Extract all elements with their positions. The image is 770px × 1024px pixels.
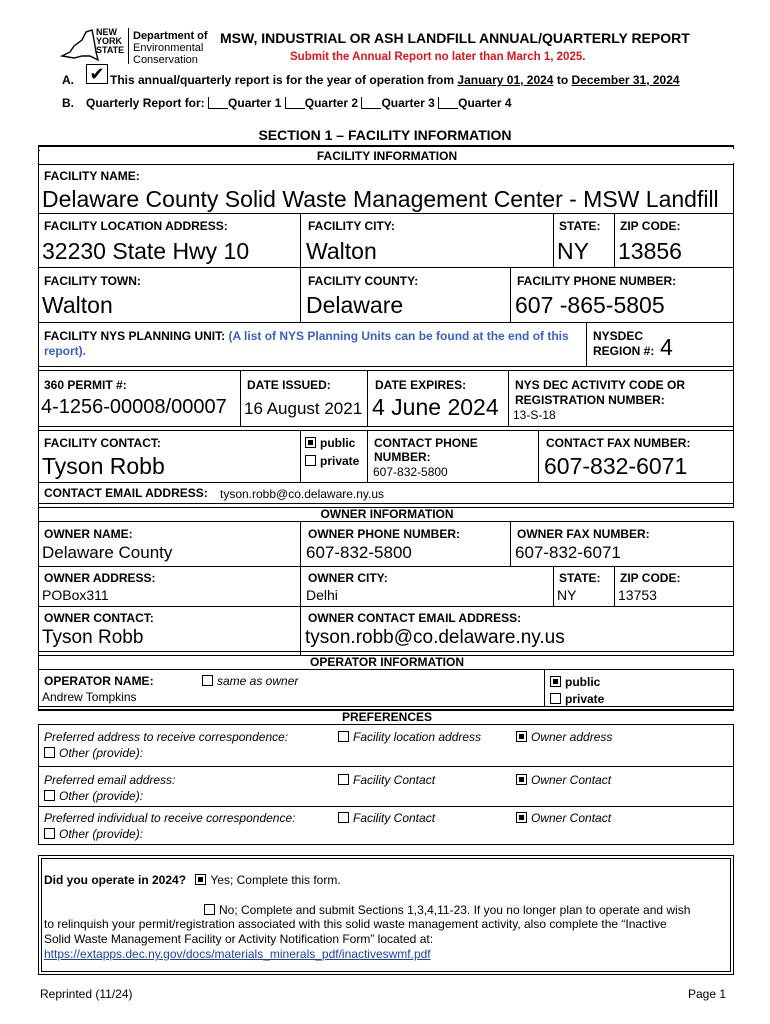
- facility-info-header: FACILITY INFORMATION: [40, 149, 734, 163]
- year-to-word: to: [556, 73, 569, 87]
- operate-yes-label: Yes; Complete this form.: [210, 873, 341, 887]
- pref-email-label: Preferred email address:: [44, 773, 176, 787]
- issued-value[interactable]: 16 August 2021: [244, 399, 363, 418]
- logo-word-york: YORK: [96, 36, 123, 46]
- logo-dept-1: Department of: [133, 30, 208, 42]
- owner-fax-label: OWNER FAX NUMBER:: [517, 527, 650, 541]
- region-value[interactable]: 4: [660, 334, 673, 360]
- operator-name-label: OPERATOR NAME:: [44, 674, 154, 688]
- pref-email-facility-label: Facility Contact: [353, 773, 436, 787]
- operator-private-label: private: [565, 692, 605, 706]
- owner-phone-label: OWNER PHONE NUMBER:: [308, 527, 460, 541]
- expires-value[interactable]: 4 June 2024: [372, 394, 499, 420]
- region-label-2: REGION #:: [593, 344, 655, 358]
- pref-address-label: Preferred address to receive correspondence:: [44, 730, 289, 744]
- pref-individual-label: Preferred individual to receive correspondence:: [44, 811, 296, 825]
- contact-private-checkbox[interactable]: [305, 455, 316, 466]
- operate-no-line-2: to relinquish your permit/registration associated with this solid waste management activity, also complete the “Inactive: [44, 917, 667, 931]
- owner-phone-value[interactable]: 607-832-5800: [306, 543, 412, 562]
- state-label: STATE:: [559, 219, 601, 233]
- owner-address-label: OWNER ADDRESS:: [44, 571, 156, 585]
- state-value[interactable]: NY: [557, 238, 589, 264]
- email-label: CONTACT EMAIL ADDRESS:: [44, 486, 208, 500]
- annual-checkbox[interactable]: ✔: [86, 64, 108, 84]
- state-outline-icon: [60, 26, 100, 66]
- facility-phone-label: FACILITY PHONE NUMBER:: [517, 274, 677, 288]
- contact-phone-label: CONTACT PHONE NUMBER:: [374, 436, 478, 464]
- contact-phone-value[interactable]: 607-832-5800: [373, 465, 448, 479]
- same-as-owner-label: same as owner: [217, 674, 299, 688]
- contact-private-label: private: [320, 454, 360, 468]
- operator-info-header: OPERATOR INFORMATION: [40, 656, 734, 669]
- fax-label: CONTACT FAX NUMBER:: [546, 436, 691, 450]
- county-value[interactable]: Delaware: [306, 292, 404, 318]
- planning-unit-label: FACILITY NYS PLANNING UNIT:: [44, 329, 226, 343]
- operator-name-value[interactable]: Andrew Tompkins: [42, 690, 137, 704]
- owner-state-label: STATE:: [559, 571, 601, 585]
- facility-phone-value[interactable]: 607 -865-5805: [515, 292, 665, 318]
- county-label: FACILITY COUNTY:: [308, 274, 419, 288]
- pref-individual-facility-label: Facility Contact: [353, 811, 436, 825]
- owner-name-label: OWNER NAME:: [44, 527, 133, 541]
- town-value[interactable]: Walton: [42, 292, 113, 318]
- logo-word-state: STATE: [96, 45, 125, 55]
- preferences-header: PREFERENCES: [40, 711, 734, 724]
- email-value[interactable]: tyson.robb@co.delaware.ny.us: [220, 487, 385, 501]
- owner-zip-value[interactable]: 13753: [618, 587, 657, 603]
- nys-logo: [60, 22, 210, 68]
- town-label: FACILITY TOWN:: [44, 274, 141, 288]
- zip-value[interactable]: 13856: [618, 238, 682, 264]
- quarter-4-box[interactable]: [438, 97, 458, 109]
- line-a-text: This annual/quarterly report is for the year of operation from: [110, 73, 455, 87]
- expires-label: DATE EXPIRES:: [375, 378, 467, 392]
- operator-public-label: public: [565, 675, 601, 689]
- contact-value[interactable]: Tyson Robb: [42, 453, 165, 479]
- fax-value[interactable]: 607-832-6071: [544, 453, 688, 479]
- operator-public-checkbox[interactable]: [550, 676, 561, 687]
- owner-address-value[interactable]: POBox311: [42, 587, 109, 603]
- footer-page-number: Page 1: [688, 987, 727, 1001]
- line-b-label: B.: [62, 96, 74, 110]
- region-label-1: NYSDEC: [593, 329, 644, 343]
- owner-info-header: OWNER INFORMATION: [40, 508, 734, 521]
- city-label: FACILITY CITY:: [308, 219, 395, 233]
- owner-city-value[interactable]: Delhi: [306, 587, 338, 603]
- pref-address-facility-label: Facility location address: [353, 730, 482, 744]
- line-b-text: Quarterly Report for:: [86, 96, 205, 110]
- logo-word-new: NEW: [96, 27, 117, 37]
- location-label: FACILITY LOCATION ADDRESS:: [44, 219, 228, 233]
- location-value[interactable]: 32230 State Hwy 10: [42, 238, 250, 264]
- footer-reprinted: Reprinted (11/24): [40, 987, 133, 1001]
- report-title: MSW, INDUSTRIAL OR ASH LANDFILL ANNUAL/QUARTERLY REPORT: [220, 30, 690, 46]
- quarter-4-label: Quarter 4: [458, 96, 512, 110]
- quarter-3-label: Quarter 3: [381, 96, 435, 110]
- operate-question: Did you operate in 2024?: [44, 873, 187, 887]
- pref-individual-other-label: Other (provide):: [59, 827, 144, 841]
- same-as-owner-checkbox[interactable]: [202, 675, 213, 686]
- owner-name-value[interactable]: Delaware County: [42, 543, 173, 562]
- operator-private-checkbox[interactable]: [550, 693, 561, 704]
- zip-label: ZIP CODE:: [620, 219, 681, 233]
- quarter-2-box[interactable]: [285, 97, 305, 109]
- pref-individual-owner-label: Owner Contact: [531, 811, 612, 825]
- permit-value[interactable]: 4-1256-00008/00007: [41, 396, 227, 418]
- contact-public-checkbox[interactable]: [305, 437, 316, 448]
- owner-email-label: OWNER CONTACT EMAIL ADDRESS:: [308, 611, 522, 625]
- section-1-title: SECTION 1 – FACILITY INFORMATION: [258, 127, 512, 143]
- deadline-text: Submit the Annual Report no later than March 1, 2025.: [290, 51, 586, 63]
- issued-label: DATE ISSUED:: [247, 378, 331, 392]
- line-a-label: A.: [62, 73, 74, 87]
- contact-public-label: public: [320, 436, 356, 450]
- owner-contact-value[interactable]: Tyson Robb: [42, 627, 144, 648]
- owner-city-label: OWNER CITY:: [308, 571, 388, 585]
- owner-state-value[interactable]: NY: [557, 587, 577, 603]
- quarter-2-label: Quarter 2: [304, 96, 359, 110]
- quarter-1-box[interactable]: [208, 97, 228, 109]
- activity-label: NYS DEC ACTIVITY CODE OR REGISTRATION NUMBER:: [515, 378, 686, 407]
- planning-unit-note: (A list of NYS Planning Units can be found at the end of this report).: [44, 329, 569, 358]
- contact-label: FACILITY CONTACT:: [44, 436, 161, 450]
- logo-dept-2: Environmental: [133, 42, 204, 54]
- quarter-1-label: Quarter 1: [228, 96, 282, 110]
- pref-email-owner-label: Owner Contact: [531, 773, 612, 787]
- inactive-form-link[interactable]: https://extapps.dec.ny.gov/docs/materials_minerals_pdf/inactiveswmf.pdf: [44, 947, 431, 961]
- year-from: January 01, 2024: [457, 73, 554, 87]
- operate-no-line-3: Solid Waste Management Facility or Activity Notification Form” located at:: [44, 932, 434, 946]
- pref-email-other-label: Other (provide):: [59, 789, 144, 803]
- operate-no-checkbox[interactable]: [204, 904, 215, 915]
- operate-yes-checkbox[interactable]: [195, 874, 206, 885]
- owner-fax-value[interactable]: 607-832-6071: [515, 543, 621, 562]
- permit-label: 360 PERMIT #:: [44, 378, 127, 392]
- owner-email-value[interactable]: tyson.robb@co.delaware.ny.us: [305, 627, 565, 648]
- quarter-3-box[interactable]: [361, 97, 381, 109]
- pref-address-other-label: Other (provide):: [59, 746, 144, 760]
- logo-dept-3: Conservation: [133, 54, 198, 66]
- facility-name-value[interactable]: Delaware County Solid Waste Management Center - MSW Landfill: [42, 186, 719, 212]
- operate-no-line-1: No; Complete and submit Sections 1,3,4,11-23. If you no longer plan to operate and wish: [219, 903, 691, 917]
- year-to: December 31, 2024: [571, 73, 680, 87]
- activity-value[interactable]: 13-S-18: [513, 408, 556, 422]
- facility-name-label: FACILITY NAME:: [44, 169, 140, 183]
- owner-zip-label: ZIP CODE:: [620, 571, 681, 585]
- city-value[interactable]: Walton: [306, 238, 377, 264]
- pref-address-owner-label: Owner address: [531, 730, 613, 744]
- owner-contact-label: OWNER CONTACT:: [44, 611, 154, 625]
